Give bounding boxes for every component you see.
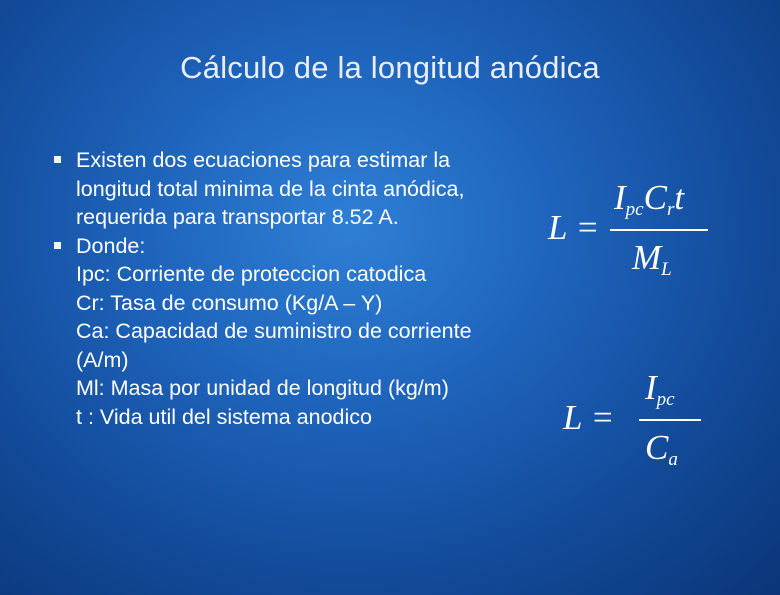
formula-length-capacity	[563, 368, 713, 478]
definition-cr: Cr: Tasa de consumo (Kg/A – Y)	[76, 290, 383, 315]
bullet-text: Donde:	[76, 233, 146, 258]
formula-numerator: $I_{pc}C_rt$	[614, 178, 685, 220]
square-bullet-icon	[54, 242, 61, 249]
formula-denominator: $M_L$	[632, 238, 672, 280]
definition-t: t : Vida util del sistema anodico	[76, 404, 372, 429]
definition-ipc: Ipc: Corriente de proteccion catodica	[76, 262, 427, 286]
definition-ca: Ca: Capacidad de suministro de corriente (A/m)	[76, 319, 472, 372]
formula-lhs: L =	[563, 398, 615, 437]
bullet-list	[48, 146, 518, 431]
bullet-text: Existen dos ecuaciones para estimar la longitud total minima de la cinta anódica, requerida para transportar 8.52 A.	[76, 148, 465, 229]
fraction-bar	[639, 419, 701, 421]
definition-ml: Ml: Masa por unidad de longitud (kg/m)	[76, 376, 449, 400]
fraction-bar	[610, 229, 708, 231]
formula-length-consumption	[548, 178, 718, 288]
formula-denominator: $C_a$	[645, 428, 678, 470]
square-bullet-icon	[54, 156, 61, 163]
slide-title: Cálculo de la longitud anódica	[180, 50, 600, 85]
bullet-item	[48, 146, 518, 232]
formula-lhs: L =	[548, 208, 600, 247]
formula-numerator: $I_{pc}$	[645, 368, 675, 410]
bullet-item	[48, 232, 518, 261]
